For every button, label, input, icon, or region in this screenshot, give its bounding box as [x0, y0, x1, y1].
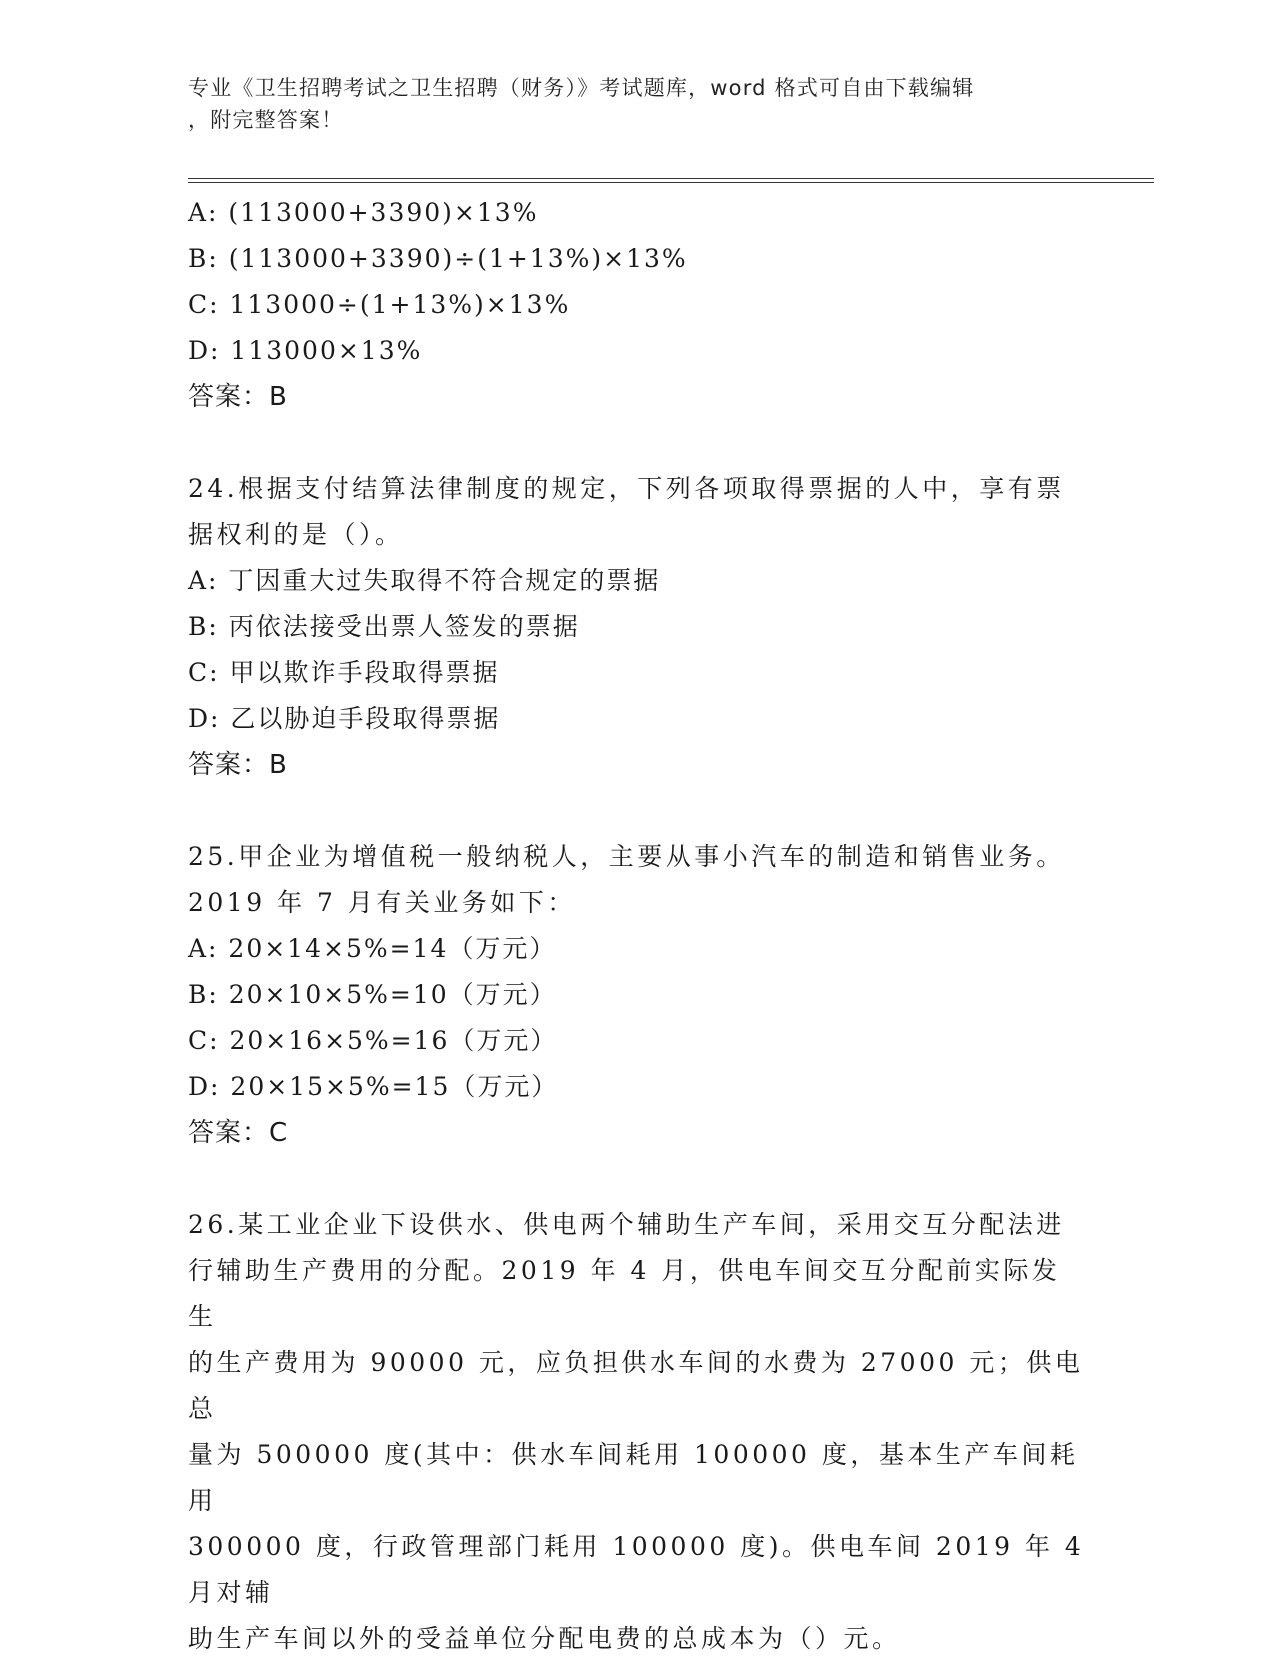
answer: 答案：C: [188, 1118, 289, 1148]
question-stem-line: 助生产车间以外的受益单位分配电费的总成本为（）元。: [188, 1624, 901, 1653]
option-a: A: 丁因重大过失取得不符合规定的票据: [188, 566, 661, 595]
question-stem-line: 的生产费用为 90000 元，应负担供水车间的水费为 27000 元；供电总: [188, 1348, 1084, 1423]
question-stem-line: 行辅助生产费用的分配。2019 年 4 月，供电车间交互分配前实际发生: [188, 1256, 1061, 1331]
question-list: [188, 190, 1088, 1662]
question-stem-line: 24.根据支付结算法律制度的规定，下列各项取得票据的人中，享有票: [188, 474, 1065, 503]
question-stem-line: 25.甲企业为增值税一般纳税人，主要从事小汽车的制造和销售业务。: [188, 842, 1065, 871]
option-b: B: (113000+3390)÷(1+13%)×13%: [188, 244, 688, 273]
question-stem-line: 26.某工业企业下设供水、供电两个辅助生产车间，采用交互分配法进: [188, 1210, 1065, 1239]
header-divider-top: [188, 178, 1154, 179]
question-stem-line: 据权利的是（）。: [188, 520, 404, 549]
option-a: A: 20×14×5%=14（万元）: [188, 934, 557, 963]
header-divider-bottom: [188, 182, 1154, 183]
option-d: D: 20×15×5%=15（万元）: [188, 1072, 559, 1101]
question-25: [188, 834, 1088, 1156]
question-26: [188, 1202, 1088, 1662]
question-24: [188, 466, 1088, 788]
spacer: [188, 788, 1088, 834]
option-b: B: 20×10×5%=10（万元）: [188, 980, 557, 1009]
page-header: [188, 72, 1088, 136]
header-line-1: 专业《卫生招聘考试之卫生招聘（财务）》考试题库，word 格式可自由下载编辑: [188, 76, 975, 100]
option-d: D: 113000×13%: [188, 336, 423, 365]
question-stem-line: 300000 度，行政管理部门耗用 100000 度)。供电车间 2019 年 4 月对辅: [188, 1532, 1085, 1607]
option-c: C: 20×16×5%=16（万元）: [188, 1026, 558, 1055]
option-c: C: 甲以欺诈手段取得票据: [188, 658, 500, 687]
header-line-2: ，附完整答案！: [188, 108, 344, 132]
answer: 答案：B: [188, 382, 288, 412]
option-b: B: 丙依法接受出票人签发的票据: [188, 612, 580, 641]
spacer: [188, 1156, 1088, 1202]
option-d: D: 乙以胁迫手段取得票据: [188, 704, 501, 733]
answer: 答案：B: [188, 750, 288, 780]
question-stem-line: 2019 年 7 月有关业务如下：: [188, 888, 576, 917]
option-a: A: (113000+3390)×13%: [188, 198, 539, 227]
option-c: C: 113000÷(1+13%)×13%: [188, 290, 571, 319]
question-stem-line: 量为 500000 度(其中：供水车间耗用 100000 度，基本生产车间耗用: [188, 1440, 1079, 1515]
question-23: [188, 190, 1088, 420]
spacer: [188, 420, 1088, 466]
